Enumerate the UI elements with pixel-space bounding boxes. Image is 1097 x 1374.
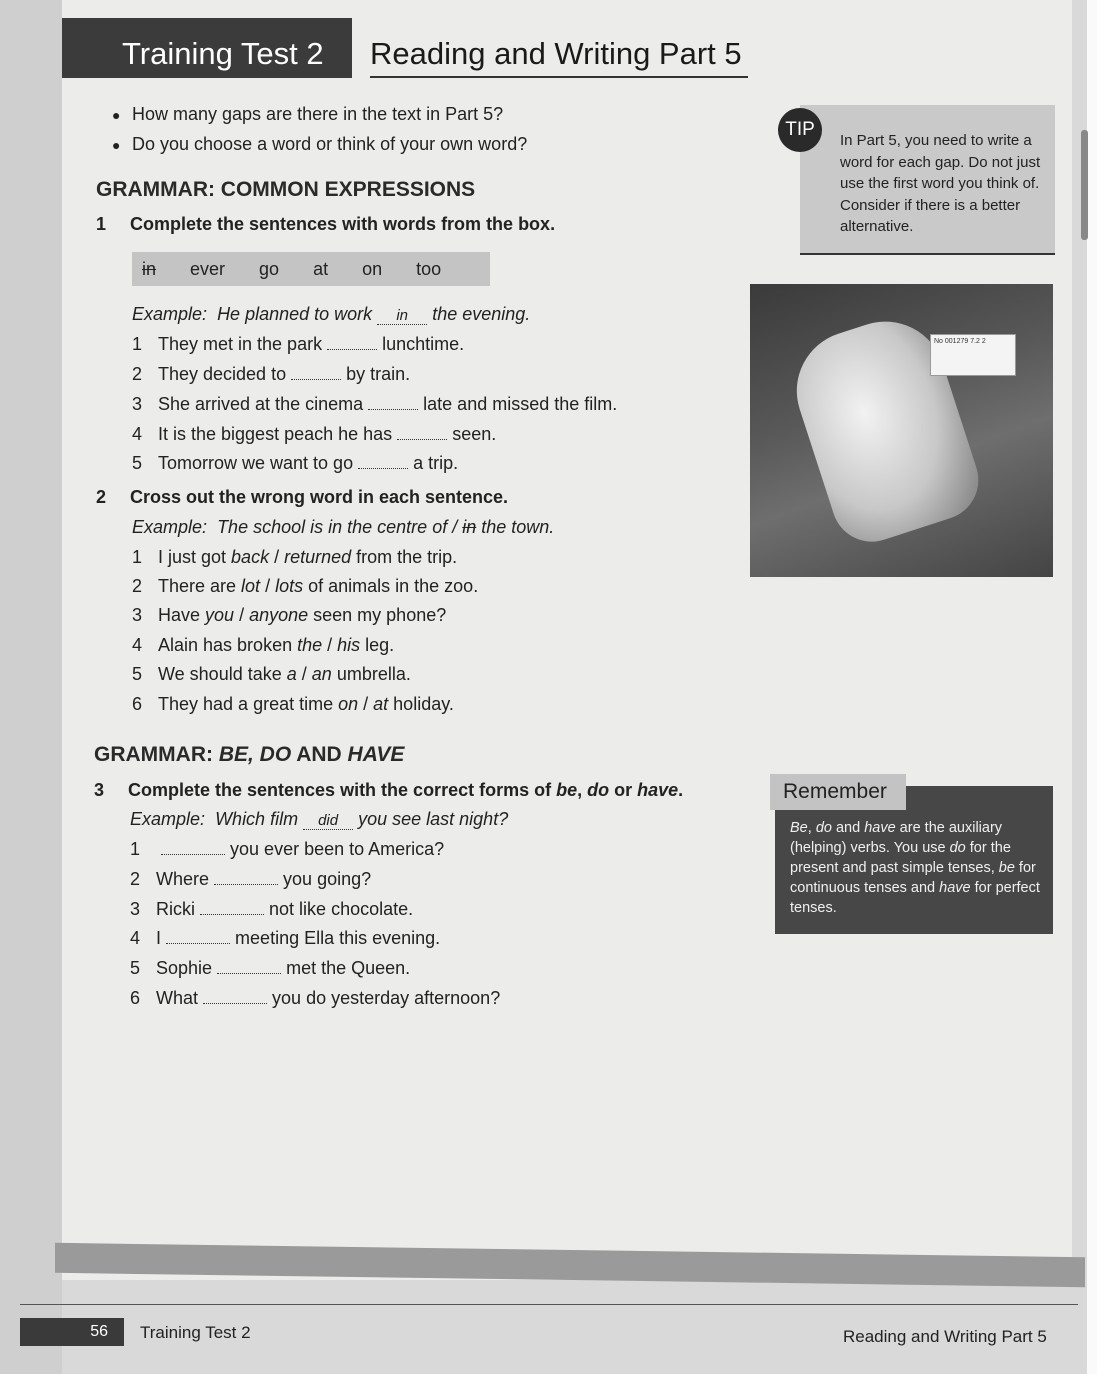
exercise-1-item: 5 Tomorrow we want to go a trip. — [132, 453, 459, 473]
page-number: 56 — [20, 1318, 124, 1346]
word-box-item: too — [416, 258, 442, 279]
right-margin — [1087, 0, 1097, 1374]
answer-gap[interactable] — [358, 468, 408, 469]
exercise-2-example: Example: The school is in the centre of / in the town. — [132, 517, 555, 537]
scrollbar[interactable] — [1081, 130, 1088, 240]
exercise-1-item: 2 They decided to by train. — [132, 364, 411, 384]
word-box-item: at — [313, 258, 329, 279]
exercise-2-item: 5 We should take a / an umbrella. — [132, 664, 411, 684]
exercise-3-item: 4 I meeting Ella this evening. — [130, 928, 441, 948]
answer-gap[interactable] — [214, 884, 278, 885]
word-box-item: ever — [190, 258, 226, 279]
remember-text: Be, do and have are the auxiliary (helping) verbs. You use do for the present and past simple tenses, be for continuous tenses and have for perfect tenses. — [790, 820, 1040, 916]
option[interactable]: anyone — [249, 605, 309, 625]
exercise-1-item: 4 It is the biggest peach he has seen. — [132, 424, 497, 444]
answer-gap[interactable] — [166, 943, 230, 944]
header-subtitle: Reading and Writing Part 5 — [370, 36, 748, 78]
option[interactable]: back — [231, 547, 270, 567]
exercise-1-example: Example: He planned to work in the evening. — [132, 304, 531, 324]
answer-gap[interactable] — [200, 914, 264, 915]
footer-left-title: Training Test 2 — [140, 1323, 251, 1342]
word-box-item: on — [362, 258, 383, 279]
section-heading-be-do-have: GRAMMAR: BE, DO AND HAVE — [94, 743, 405, 766]
option[interactable]: his — [337, 635, 361, 655]
exercise-3-example: Example: Which film did you see last night? — [130, 809, 509, 829]
option[interactable]: at — [373, 694, 389, 714]
exercise-2-instruction: 2 Cross out the wrong word in each sentence. — [96, 487, 509, 507]
answer-gap[interactable] — [397, 439, 447, 440]
ticket-photo — [750, 284, 1053, 577]
example-answer: in — [377, 307, 427, 325]
exercise-1-item: 1 They met in the park lunchtime. — [132, 334, 465, 354]
footer-divider — [20, 1304, 1078, 1305]
exercise-2-item: 4 Alain has broken the / his leg. — [132, 635, 395, 655]
option[interactable]: on — [338, 694, 359, 714]
word-box — [132, 252, 490, 286]
answer-gap[interactable] — [203, 1003, 267, 1004]
footer-right-title: Reading and Writing Part 5 — [843, 1327, 1047, 1346]
header-title: Training Test 2 — [122, 36, 324, 71]
intro-question: ● Do you choose a word or think of your own word? — [112, 134, 527, 155]
answer-gap[interactable] — [327, 349, 377, 350]
word-box-item: in — [142, 258, 157, 279]
answer-gap[interactable] — [291, 379, 341, 380]
option[interactable]: the — [297, 635, 323, 655]
exercise-2-item: 1 I just got back / returned from the trip. — [132, 547, 458, 567]
exercise-3-item: 3 Ricki not like chocolate. — [130, 899, 414, 919]
tip-badge: TIP — [778, 108, 822, 152]
exercise-2-item: 6 They had a great time on / at holiday. — [132, 694, 454, 714]
exercise-2-item: 3 Have you / anyone seen my phone? — [132, 605, 447, 625]
ticket-image: No 001279 7.2 2 — [930, 334, 1016, 376]
word-box-item: go — [259, 258, 280, 279]
option[interactable]: an — [311, 664, 332, 684]
exercise-2-item: 2 There are lot / lots of animals in the zoo. — [132, 576, 479, 596]
tip-text: In Part 5, you need to write a word for each gap. Do not just use the first word you think of. Consider if there is a better alternative. — [840, 132, 1041, 235]
option[interactable]: lot — [241, 576, 261, 596]
option[interactable]: lots — [275, 576, 304, 596]
answer-gap[interactable] — [217, 973, 281, 974]
option[interactable]: a — [286, 664, 297, 684]
section-heading-common-expressions: GRAMMAR: COMMON EXPRESSIONS — [96, 178, 476, 201]
example-answer: did — [303, 812, 353, 830]
answer-gap[interactable] — [368, 409, 418, 410]
left-margin — [0, 0, 62, 1374]
answer-gap[interactable] — [161, 854, 225, 855]
exercise-3-item: 1 you ever been to America? — [130, 839, 445, 859]
exercise-1-instruction: 1 Complete the sentences with words from the box. — [96, 214, 556, 234]
exercise-3-instruction: 3 Complete the sentences with the correct forms of be, do or have. — [94, 780, 684, 800]
remember-label: Remember — [770, 774, 906, 810]
exercise-3-item: 5 Sophie met the Queen. — [130, 958, 411, 978]
exercise-1-item: 3 She arrived at the cinema late and missed the film. — [132, 394, 618, 414]
exercise-3-item: 2 Where you going? — [130, 869, 372, 889]
option[interactable]: returned — [284, 547, 352, 567]
option[interactable]: you — [205, 605, 235, 625]
intro-question: ● How many gaps are there in the text in Part 5? — [112, 104, 503, 125]
exercise-3-item: 6 What you do yesterday afternoon? — [130, 988, 501, 1008]
